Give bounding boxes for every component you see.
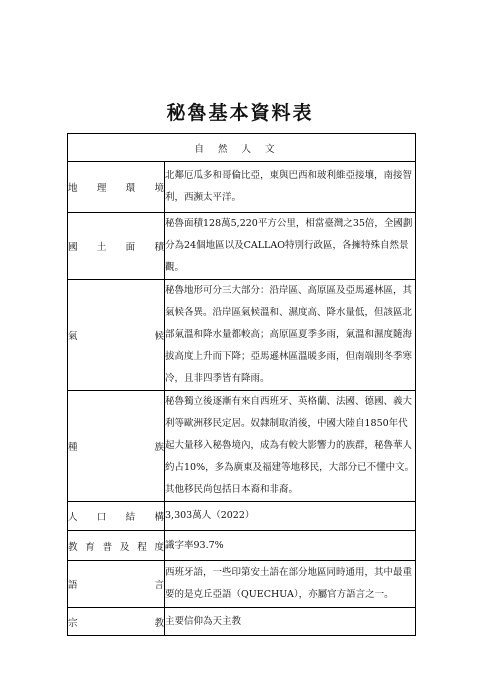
row-value: 秘魯獨立後逐漸有來自西班牙、英格蘭、法國、德國、義大利等歐洲移民定居。奴隸制取消後，中國大陸自1850年代起大量移入秘魯境內，成為有較大影響力的族群，秘魯華人約占10%，多為廣東及福建等地移民，大部分已不懂中文。其他移民尚包括日本裔和非裔。 <box>165 391 416 502</box>
label-char: 宗 <box>68 617 78 629</box>
table-row <box>68 213 416 280</box>
row-value: 識字率93.7% <box>165 531 416 561</box>
label-char: 積 <box>154 242 164 253</box>
label-char: 度 <box>154 541 164 553</box>
row-label <box>68 239 164 253</box>
row-label <box>68 539 164 553</box>
label-char: 構 <box>154 512 164 523</box>
section-header-row <box>68 134 416 162</box>
row-label <box>68 615 164 629</box>
label-char: 土 <box>96 242 107 253</box>
row-label-cell <box>68 280 165 391</box>
label-char: 境 <box>154 183 164 194</box>
table-row <box>68 162 416 213</box>
row-label-cell <box>68 531 165 561</box>
label-char: 族 <box>154 442 164 453</box>
row-value: 3,303萬人（2022） <box>165 502 416 531</box>
label-char: 地 <box>68 183 78 194</box>
label-char: 種 <box>68 442 78 453</box>
row-label <box>68 439 164 453</box>
label-char: 候 <box>154 331 164 342</box>
label-char: 氣 <box>68 331 78 342</box>
row-value: 秘魯面積128萬5,220平方公里，相當臺灣之35倍，全國劃分為24個地區以及CALLAO特別行政區，各擁特殊自然景觀。 <box>165 213 416 280</box>
row-label-cell <box>68 162 165 213</box>
label-char: 結 <box>125 512 136 523</box>
table-row <box>68 391 416 502</box>
label-char: 口 <box>96 512 107 523</box>
label-char: 面 <box>125 242 136 253</box>
row-label-cell <box>68 502 165 531</box>
row-label <box>68 328 164 342</box>
table-row <box>68 531 416 561</box>
label-char: 教 <box>68 541 78 553</box>
label-char: 國 <box>68 242 78 253</box>
row-label-cell <box>68 391 165 502</box>
label-char: 程 <box>137 541 147 553</box>
row-value: 西班牙語，一些印第安土語在部分地區同時通用，其中最重要的是克丘亞語（QUECHUA），亦屬官方語言之一。 <box>165 561 416 608</box>
label-char: 普 <box>102 541 113 553</box>
row-value: 主要信仰為天主教 <box>165 608 416 636</box>
document-title: 秘魯基本資料表 <box>166 102 314 124</box>
section-header: 自然人文 <box>68 134 416 162</box>
label-char: 語 <box>68 580 78 591</box>
label-char: 理 <box>96 183 107 194</box>
row-label <box>68 180 164 194</box>
row-value: 秘魯地形可分三大部分：沿岸區、高原區及亞馬遜林區，其氣候各異。沿岸區氣候溫和、濕度高、降水量低，但該區北部氣溫和降水量都較高；高原區夏季多雨，氣溫和濕度隨海拔高度上升而下降；亞馬遜林區溫暖多雨，但南端則冬季寒冷，且非四季皆有降雨。 <box>165 280 416 391</box>
table-row <box>68 502 416 531</box>
label-char: 及 <box>119 541 130 553</box>
row-value: 北鄰厄瓜多和哥倫比亞，東與巴西和玻利維亞接壤，南接智利，西瀕太平洋。 <box>165 162 416 213</box>
label-char: 人 <box>68 512 78 523</box>
label-char: 言 <box>154 580 164 591</box>
row-label-cell <box>68 561 165 608</box>
label-char: 教 <box>154 617 164 629</box>
row-label-cell <box>68 213 165 280</box>
peru-info-table <box>67 133 416 636</box>
row-label <box>68 509 164 523</box>
label-char: 環 <box>125 183 136 194</box>
label-char: 育 <box>85 541 95 553</box>
table-row <box>68 561 416 608</box>
table-row <box>68 280 416 391</box>
table-row <box>68 608 416 636</box>
row-label <box>68 577 164 591</box>
row-label-cell <box>68 608 165 636</box>
